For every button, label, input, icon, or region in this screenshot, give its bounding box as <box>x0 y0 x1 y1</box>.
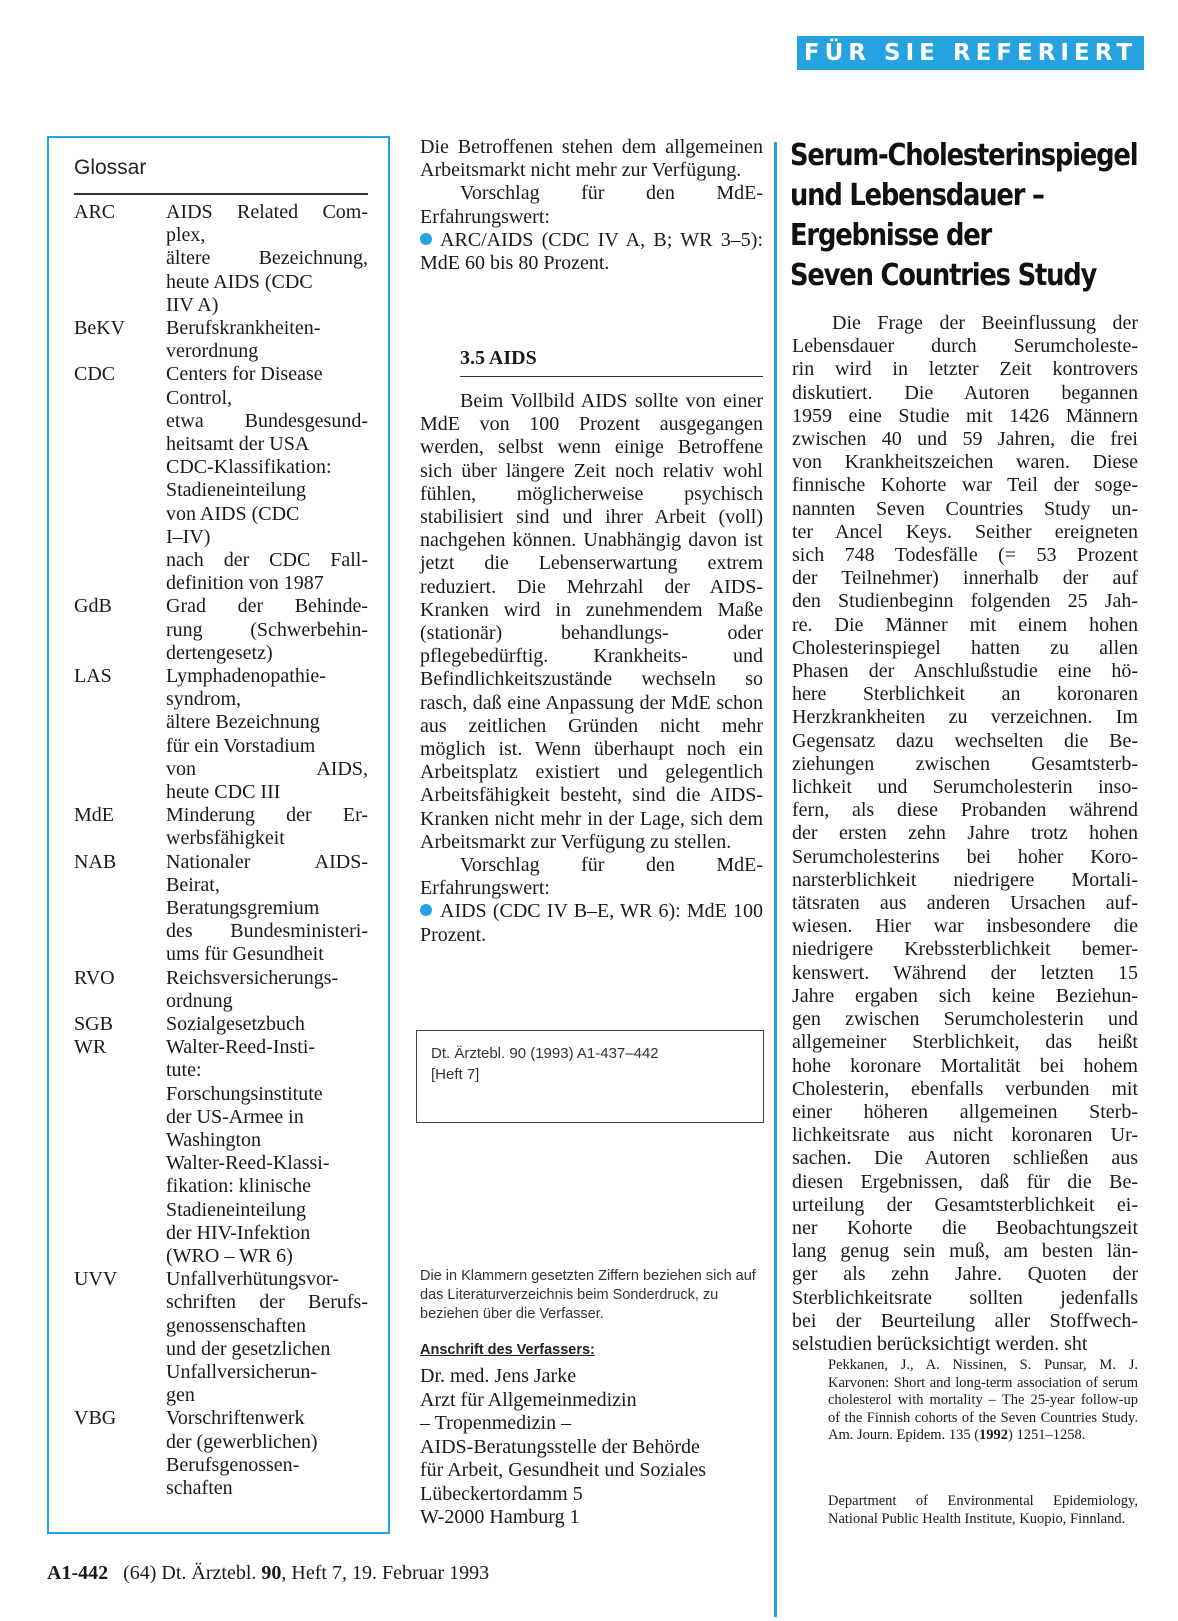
article-line: re. Die Männer mit einem hohen <box>792 613 1138 636</box>
glossary-definition <box>166 595 368 665</box>
glossary-definition-line: Minderung der Er- <box>166 804 368 827</box>
article-line: Sterblichkeitsrate sollten jedenfalls <box>792 1286 1138 1309</box>
article-line: Lebensdauer durch Serumcholeste- <box>792 335 1138 358</box>
reference-text: Pekkanen, J., A. Nissinen, S. Punsar, M. J. Karvonen: Short and long-term association of serum cholesterol with mortality – The 25-year follow-up of the Finnish cohorts of the Seven Countries Study. Am. Journ. Epidem. 135 ( <box>828 1357 1138 1444</box>
article-line: Phasen der Anschlußstudie eine hö- <box>792 660 1138 683</box>
proposal-label: Vorschlag für den MdE-Erfahrungswert: <box>420 182 763 228</box>
journal-ref: (64) Dt. Ärztebl. <box>123 1562 262 1584</box>
article-line: Jahre ergaben sich keine Beziehun- <box>792 984 1138 1007</box>
article-line: sich 748 Todesfälle (= 53 Prozent <box>792 544 1138 567</box>
article-line: Cholesterinspiegel hatten zu allen <box>792 636 1138 659</box>
glossary-definition-line: ums für Gesundheit <box>166 943 324 966</box>
article-line: finnische Kohorte war Teil der soge- <box>792 474 1138 497</box>
glossary-definition-line: ältere Bezeichnung <box>166 711 320 734</box>
reference-year: 1992 <box>979 1427 1009 1444</box>
glossary-definition-line: Walter-Reed-Klassi- <box>166 1152 330 1175</box>
glossary-definition-line: I–IV) <box>166 525 211 548</box>
glossary-definition-line: Walter-Reed-Insti- <box>166 1036 316 1059</box>
article-line: bei der Beurteilung aller Stoffwech- <box>792 1309 1138 1332</box>
glossary-definition <box>166 363 368 595</box>
address-line: Lübeckertordamm 5 <box>420 1482 583 1505</box>
article-line: 1959 eine Studie mit 1426 Männern <box>792 404 1138 427</box>
glossary-definition-line: rung (Schwerbehin- <box>166 618 368 641</box>
proposal-bullet-2-text: AIDS (CDC IV B–E, WR 6): MdE 100 Prozent. <box>420 900 763 946</box>
glossary-definition-line: und der gesetzlichen <box>166 1337 331 1360</box>
glossary-term: UVV <box>74 1268 118 1291</box>
glossary-definition-line: CDC-Klassifikation: <box>166 456 332 479</box>
glossary-term: VBG <box>74 1407 117 1430</box>
article-line: gen zwischen Serumcholesterin und <box>792 1008 1138 1031</box>
glossary-definition-line: fikation: klinische <box>166 1175 311 1198</box>
glossary-definition-line: für ein Vorstadium <box>166 734 316 757</box>
glossary-term: GdB <box>74 595 112 618</box>
article-line: lang genug sein muß, am besten län- <box>792 1240 1138 1263</box>
glossary-definition-line: Unfallversicherun- <box>166 1361 318 1383</box>
glossary-definition-line: ältere Bezeichnung, <box>166 247 368 270</box>
article-line: diesen Ergebnissen, daß für die Be- <box>792 1170 1138 1193</box>
citation-issue: [Heft 7] <box>431 1066 480 1083</box>
glossary-definition <box>166 967 368 1013</box>
glossary-definition-line: der US-Armee in <box>166 1105 304 1128</box>
article-line: ger als zehn Jahre. Quoten der <box>792 1263 1138 1286</box>
headline-line: Seven Countries Study <box>790 258 1097 293</box>
article-line: niedrigere Krebssterblichkeit bemer- <box>792 938 1138 961</box>
reference-pages: ) 1251–1258. <box>1008 1427 1086 1444</box>
middle-column-body <box>420 390 763 947</box>
glossary-definition-line: heute AIDS (CDC <box>166 270 313 293</box>
article-line: wiesen. Hier war insbesondere die <box>792 915 1138 938</box>
article-line: diskutiert. Die Autoren begannen <box>792 381 1138 404</box>
glossary-definition-line: Forschungsinstitute <box>166 1082 323 1105</box>
glossary-definition <box>166 1407 368 1500</box>
glossary-definition-line: syndrom, <box>166 688 241 711</box>
glossary-definition-line: verordnung <box>166 340 259 363</box>
glossary-definition-line: Centers for Disease <box>166 363 323 386</box>
glossary-definition-line: Beirat, <box>166 873 220 896</box>
address-line: für Arbeit, Gesundheit und Soziales <box>420 1459 707 1481</box>
article-line: fern, als diese Probanden während <box>792 799 1138 822</box>
article-line: Cholesterin, ebenfalls verbunden mit <box>792 1077 1138 1100</box>
address-line: W-2000 Hamburg 1 <box>420 1506 580 1528</box>
journal-volume: 90 <box>261 1562 282 1584</box>
glossary-definition-line: Vorschriftenwerk <box>166 1407 305 1430</box>
glossary-definition-line: etwa Bundesgesund- <box>166 409 368 432</box>
glossary-definition-line: (WRO – WR 6) <box>166 1245 293 1268</box>
article-body <box>792 312 1138 1356</box>
glossary-definition-line: genossenschaften <box>166 1314 306 1337</box>
journal-issue-date: , Heft 7, 19. Februar 1993 <box>281 1562 490 1584</box>
glossary-definition-line: ordnung <box>166 989 233 1012</box>
article-line: tätsraten aus anderen Ursachen auf- <box>792 892 1138 915</box>
glossary-definition-line: Unfallverhütungsvor- <box>166 1268 339 1291</box>
article-line: Herzkrankheiten zu verzeichnen. Im <box>792 706 1138 729</box>
glossary-definition <box>166 1013 368 1036</box>
article-line: zwischen 40 und 59 Jahren, die frei <box>792 428 1138 451</box>
proposal-label-2: Vorschlag für den MdE-Erfahrungswert: <box>420 854 763 900</box>
glossary-term: WR <box>74 1036 107 1059</box>
article-line: Die Frage der Beeinflussung der <box>832 312 1138 334</box>
glossary-definition-line: Berufskrankheiten- <box>166 317 321 339</box>
glossary-definition <box>166 665 368 804</box>
glossary-definition-line: Reichsversicherungs- <box>166 966 339 989</box>
intro-paragraph: Die Betroffenen stehen dem allgemeinen Arbeitsmarkt nicht mehr zur Verfügung. <box>420 136 763 182</box>
glossary-definition-line: Stadieneinteilung <box>166 479 306 502</box>
glossary-definition-line: der HIV-Infektion <box>166 1221 311 1244</box>
address-line: Dr. med. Jens Jarke <box>420 1365 577 1387</box>
glossary-definition-line: Berufsgenossen- <box>166 1453 300 1476</box>
article-line: ter Ancel Keys. Seither ereigneten <box>792 520 1138 543</box>
glossary-definition <box>166 201 368 317</box>
glossary-definition-line: schaften <box>166 1477 233 1499</box>
glossary-definition <box>166 1268 368 1407</box>
article-line: hohe koronare Mortalität bei hohem <box>792 1054 1138 1077</box>
reference <box>828 1357 1138 1445</box>
section-body: Beim Vollbild AIDS sollte von einer MdE von 100 Prozent ausgegangen werden, selbst wenn einige Betroffene sich über längere Zeit noch relativ wohl fühlen, möglicherweise psychisch stabilisiert sind und ihrer Arbeit (voll) nachgehen können. Unabhängig davon ist jetzt die Lebenserwartung extrem reduziert. Die Mehrzahl der AIDS-Kranken wird in zunehmendem Maße (stationär) behandlungs- oder pflegebedürftig. Krankheits- und Befindlichkeitszustände wechseln so rasch, daß eine Anpassung der MdE schon aus zeitlichen Gründen nicht mehr möglich ist. Wenn überhaupt noch ein Arbeitsplatz existiert und gelegentlich Arbeitsfähigkeit besteht, sind die AIDS-Kranken nicht mehr in der Lage, sich dem Arbeitsmarkt zur Verfügung zu stellen. <box>420 390 763 853</box>
article-line: der Teilnehmer) innerhalb der auf <box>792 567 1138 590</box>
glossary-definition-line: Sozialgesetzbuch <box>166 1013 305 1035</box>
footnote: Die in Klammern gesetzten Ziffern beziehen sich auf das Literaturverzeichnis beim Sonderdruck, zu beziehen über die Verfasser. <box>420 1268 756 1322</box>
article-line: urteilung der Gesamtsterblichkeit ei- <box>792 1193 1138 1216</box>
article-line: allgemeiner Sterblichkeit, das heißt <box>792 1031 1138 1054</box>
article-line: selstudien berücksichtigt werden. sht <box>792 1332 1088 1355</box>
glossary-term: RVO <box>74 966 115 989</box>
article-line: kenswert. Während der letzten 15 <box>792 961 1138 984</box>
glossary-definition-line: definition von 1987 <box>166 572 324 595</box>
glossary-term: BeKV <box>74 317 126 339</box>
article-line: here Sterblichkeit an koronaren <box>792 683 1138 706</box>
headline-line: und Lebensdauer – <box>790 178 1044 213</box>
glossary-definition-line: heitsamt der USA <box>166 433 310 455</box>
article-line: lichkeitsrate aus nicht koronaren Ur- <box>792 1124 1138 1147</box>
glossary-term: ARC <box>74 201 116 223</box>
proposal-bullet-2 <box>420 900 763 946</box>
glossary-definition <box>166 317 368 363</box>
proposal-bullet <box>420 229 763 275</box>
glossary-definition-line: plex, <box>166 224 206 247</box>
glossary-definition-line: des Bundesministeri- <box>166 920 368 943</box>
section-heading-rule <box>460 376 763 377</box>
glossary-title: Glossar <box>74 156 147 179</box>
address-line: AIDS-Beratungsstelle der Behörde <box>420 1435 700 1458</box>
address-heading: Anschrift des Verfassers: <box>420 1342 595 1358</box>
glossary-title-rule <box>74 193 368 195</box>
proposal-bullet-text: ARC/AIDS (CDC IV A, B; WR 3–5): MdE 60 bis 80 Prozent. <box>420 228 763 275</box>
article-line: sachen. Die Autoren schließen aus <box>792 1147 1138 1170</box>
department: Department of Environmental Epidemiology, National Public Health Institute, Kuopio, Finnland. <box>828 1493 1138 1527</box>
glossary-definition-line: Washington <box>166 1129 262 1151</box>
middle-column-top <box>420 136 763 275</box>
glossary-definition-line: von AIDS, <box>166 757 368 780</box>
glossary-definition-line: von AIDS (CDC <box>166 502 300 525</box>
glossary-definition-line: Nationaler AIDS- <box>166 850 368 873</box>
glossary-term: MdE <box>74 804 114 827</box>
glossary-definition <box>166 804 368 850</box>
glossary-definition-line: Stadieneinteilung <box>166 1198 306 1221</box>
glossary-definition-line: schriften der Berufs- <box>166 1291 368 1314</box>
section-heading: 3.5 AIDS <box>460 347 537 369</box>
glossary-definition-line: AIDS Related Com- <box>166 201 368 223</box>
citation-box <box>416 1030 764 1123</box>
glossary-definition-line: werbsfähigkeit <box>166 827 285 850</box>
headline-line: Serum-Cholesterinspiegel <box>790 138 1138 173</box>
article-line: narsterblichkeit niedrigere Mortali- <box>792 868 1138 891</box>
glossary-definition-line: IIV A) <box>166 293 219 316</box>
glossary-definition-line: Control, <box>166 386 233 409</box>
article-line: ziehungen zwischen Gesamtsterb- <box>792 752 1138 775</box>
article-line: ner Kohorte die Beobachtungszeit <box>792 1216 1138 1239</box>
article-line: nannten Seven Countries Study un- <box>792 497 1138 520</box>
glossary-term: CDC <box>74 363 116 386</box>
glossary-definition-line: Lymphadenopathie- <box>166 665 326 687</box>
article-line: lichkeit und Serumcholesterin inso- <box>792 776 1138 799</box>
article-line: Serumcholesterins bei hoher Koro- <box>792 845 1138 868</box>
glossary-definition-line: nach der CDC Fall- <box>166 549 368 572</box>
citation-line: Dt. Ärztebl. 90 (1993) A1-437–442 <box>431 1045 659 1062</box>
glossary-definition-line: gen <box>166 1384 195 1407</box>
article-line: von Krankheitszeichen waren. Diese <box>792 451 1138 474</box>
glossary-definition-line: tute: <box>166 1059 202 1082</box>
glossary-definition-line: Beratungsgremium <box>166 897 320 919</box>
glossary-definition <box>166 851 368 967</box>
glossary-definition <box>166 1036 368 1268</box>
column-divider <box>774 142 777 1617</box>
article-line: rin wird in letzter Zeit kontrovers <box>792 358 1138 381</box>
glossary-term: SGB <box>74 1013 113 1035</box>
article-line: Gegensatz dazu wechselten die Be- <box>792 729 1138 752</box>
glossary-term: LAS <box>74 665 112 687</box>
glossary-definition-line: der (gewerblichen) <box>166 1430 318 1453</box>
glossary-definition-line: heute CDC III <box>166 781 281 804</box>
page-footer <box>47 1562 489 1585</box>
section-banner: FÜR SIE REFERIERT <box>797 36 1144 70</box>
glossary-definition-line: dertengesetz) <box>166 641 273 664</box>
address-line: Arzt für Allgemeinmedizin <box>420 1388 637 1411</box>
headline-line: Ergebnisse der <box>790 218 992 253</box>
glossary-definition-line: Grad der Behinde- <box>166 595 368 618</box>
author-address <box>420 1365 706 1530</box>
glossary-term: NAB <box>74 850 117 873</box>
article-headline <box>790 136 1138 296</box>
article-line: den Studienbeginn folgenden 25 Jah- <box>792 590 1138 613</box>
page-reference: A1-442 <box>47 1562 109 1584</box>
address-line: – Tropenmedizin – <box>420 1412 572 1434</box>
article-line: einer höheren allgemeinen Sterb- <box>792 1100 1138 1123</box>
article-line: der ersten zehn Jahre trotz hohen <box>792 822 1138 845</box>
